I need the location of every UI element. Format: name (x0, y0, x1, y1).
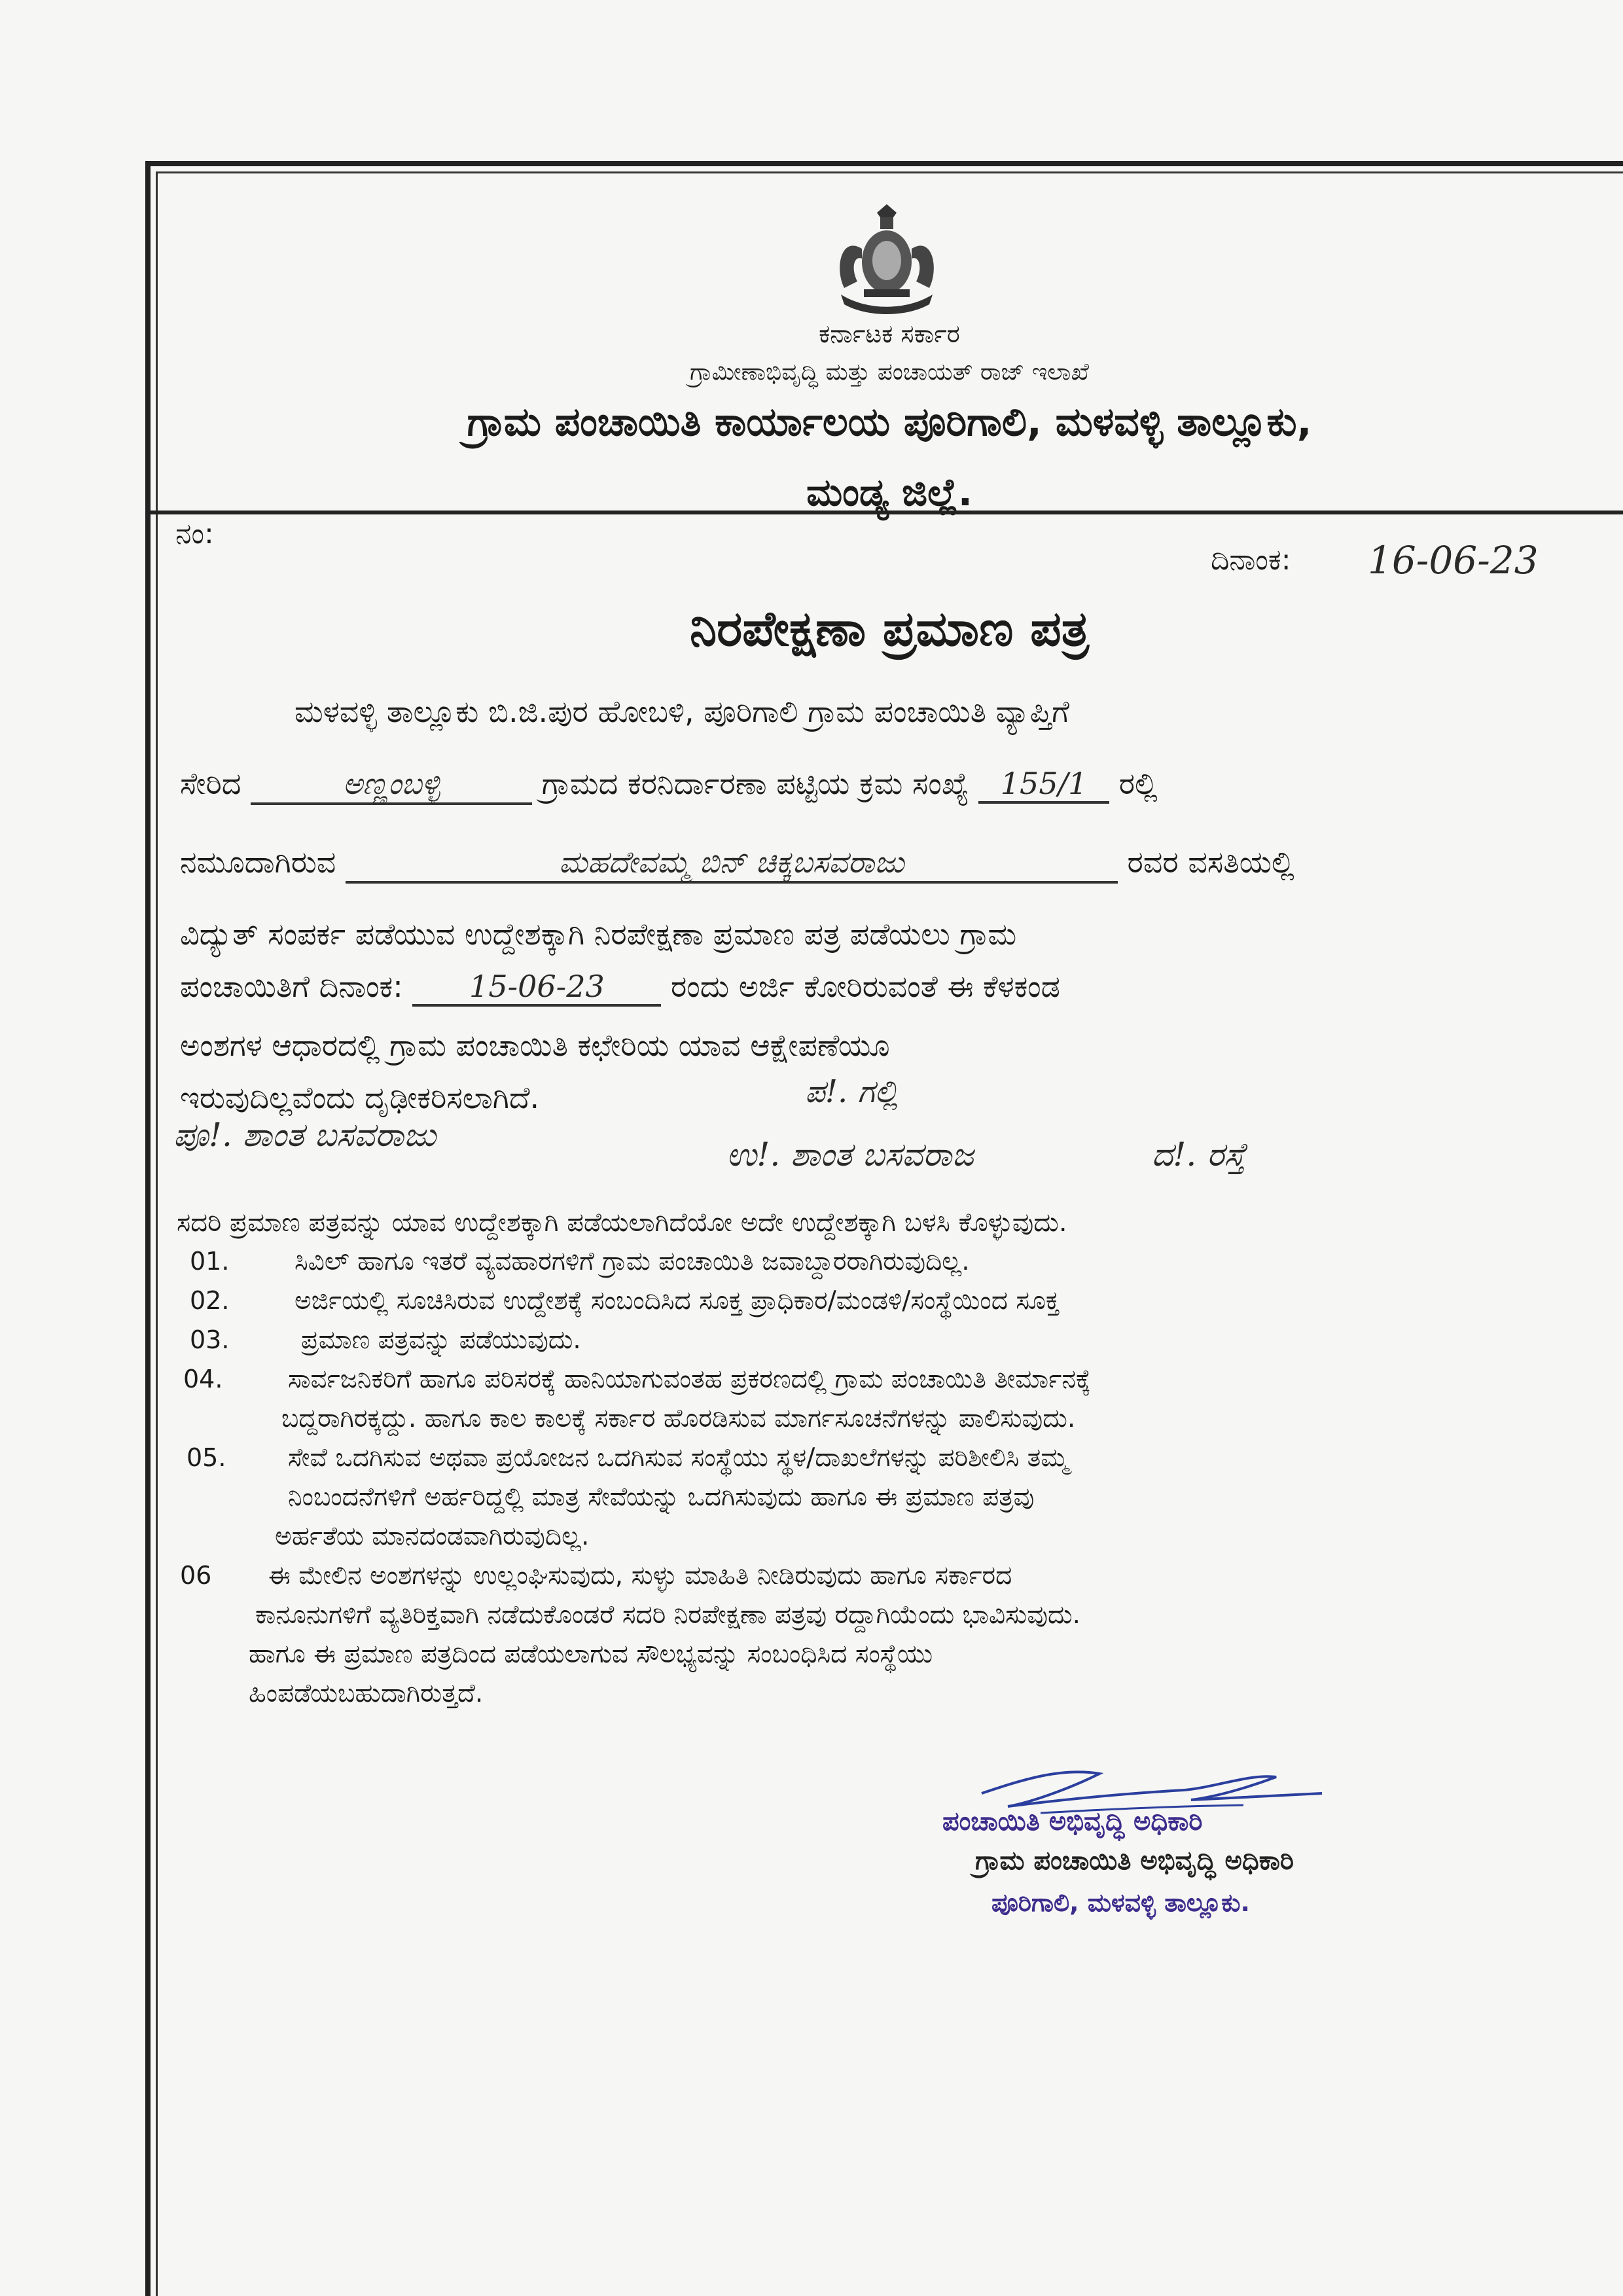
body-line-4: ವಿದ್ಯುತ್ ಸಂಪರ್ಕ ಪಡೆಯುವ ಉದ್ದೇಶಕ್ಕಾಗಿ ನಿರಪೇಕ್ಷಣಾ ಪ್ರಮಾಣ ಪತ್ರ ಪಡೆಯಲು ಗ್ರಾಮ (180, 916, 1017, 952)
body-line-2-suffix: ರಲ್ಲಿ (1118, 766, 1158, 801)
condition-text: ಈ ಮೇಲಿನ ಅಂಶಗಳನ್ನು ಉಲ್ಲಂಘಿಸುವುದು, ಸುಳ್ಳು ಮಾಹಿತಿ ನೀಡಿರುವುದು ಹಾಗೂ ಸರ್ಕಾರದ (268, 1561, 1012, 1590)
boundary-south: ದ!. ರಸ್ತೆ (1152, 1136, 1246, 1174)
body-line-7: ಇರುವುದಿಲ್ಲವೆಂದು ದೃಢೀಕರಿಸಲಾಗಿದೆ. (180, 1080, 540, 1115)
government-name: ಕರ್ನಾಟಕ ಸರ್ಕಾರ (819, 319, 960, 348)
assessment-serial-number: 155/1 (978, 766, 1109, 804)
condition-text: ಅರ್ಹತೆಯ ಮಾನದಂಡವಾಗಿರುವುದಿಲ್ಲ. (275, 1522, 590, 1551)
body-line-3 (180, 844, 1294, 884)
body-line-2-prefix: ಸೇರಿದ (180, 766, 241, 801)
karnataka-emblem-icon (828, 203, 946, 321)
body-line-2 (180, 766, 1158, 805)
body-line-6: ಅಂಶಗಳ ಆಧಾರದಲ್ಲಿ ಗ್ರಾಮ ಪಂಚಾಯಿತಿ ಕಛೇರಿಯ ಯಾವ ಆಕ್ಷೇಪಣೆಯೂ (180, 1028, 890, 1063)
body-line-3-suffix: ರವರ ವಸತಿಯಲ್ಲಿ (1127, 844, 1294, 880)
condition-text: ಸಾರ್ವಜನಿಕರಿಗೆ ಹಾಗೂ ಪರಿಸರಕ್ಕೆ ಹಾನಿಯಾಗುವಂತಹ ಪ್ರಕರಣದಲ್ಲಿ ಗ್ರಾಮ ಪಂಚಾಯಿತಿ ತೀರ್ಮಾನಕ್ಕೆ (288, 1365, 1091, 1394)
office-name-line1: ಗ್ರಾಮ ಪಂಚಾಯಿತಿ ಕಾರ್ಯಾಲಯ ಪೂರಿಗಾಲಿ, ಮಳವಳ್ಳಿ ತಾಲ್ಲೂಕು, (467, 399, 1312, 445)
condition-text: ಪ್ರಮಾಣ ಪತ್ರವನ್ನು ಪಡೆಯುವುದು. (301, 1325, 581, 1355)
boundary-north: ಪ!. ಗಲ್ಲಿ (805, 1073, 899, 1110)
department-name: ಗ್ರಾಮೀಣಾಭಿವೃದ್ಧಿ ಮತ್ತು ಪಂಚಾಯತ್ ರಾಜ್ ಇಲಾಖೆ (690, 359, 1089, 386)
condition-text: ಹಿಂಪಡೆಯಬಹುದಾಗಿರುತ್ತದೆ. (249, 1679, 484, 1708)
boundary-west: ಉ!. ಶಾಂತ ಬಸವರಾಜ (726, 1136, 974, 1174)
condition-text: ಸಿವಿಲ್ ಹಾಗೂ ಇತರೆ ವ್ಯವಹಾರಗಳಿಗೆ ಗ್ರಾಮ ಪಂಚಾಯಿತಿ ಜವಾಬ್ದಾರರಾಗಿರುವುದಿಲ್ಲ. (294, 1247, 970, 1276)
body-line-2-mid: ಗ್ರಾಮದ ಕರನಿರ್ದಾರಣಾ ಪಟ್ಟಿಯ ಕ್ರಮ ಸಂಖ್ಯೆ (541, 766, 969, 801)
condition-number: 01. (190, 1247, 230, 1276)
body-line-5 (180, 969, 1060, 1007)
condition-number: 04. (183, 1365, 223, 1393)
condition-number: 03. (190, 1325, 230, 1354)
applicant-name: ಮಹದೇವಮ್ಮ ಬಿನ್ ಚಿಕ್ಕಬಸವರಾಜು (346, 844, 1118, 884)
reference-number-label: ನಂ: (175, 517, 214, 550)
boundary-east: ಪೂ!. ಶಾಂತ ಬಸವರಾಜು (173, 1116, 437, 1154)
condition-number: 05. (187, 1443, 226, 1472)
body-line-3-prefix: ನಮೂದಾಗಿರುವ (180, 844, 336, 880)
body-line-5-prefix: ಪಂಚಾಯಿತಿಗೆ ದಿನಾಂಕ: (180, 969, 403, 1004)
date-label: ದಿನಾಂಕ: (1211, 543, 1291, 577)
village-name: ಅಣ್ಣಂಬಳ್ಳಿ (251, 766, 532, 805)
stamp-office: ಗ್ರಾಮ ಪಂಚಾಯಿತಿ ಅಭಿವೃದ್ಧಿ ಅಧಿಕಾರಿ (975, 1846, 1294, 1876)
condition-number: 06 (180, 1561, 212, 1590)
condition-text: ಹಾಗೂ ಈ ಪ್ರಮಾಣ ಪತ್ರದಿಂದ ಪಡೆಯಲಾಗುವ ಸೌಲಭ್ಯವನ್ನು ಸಂಬಂಧಿಸಿದ ಸಂಸ್ಥೆಯು (249, 1640, 933, 1669)
usage-note: ಸದರಿ ಪ್ರಮಾಣ ಪತ್ರವನ್ನು ಯಾವ ಉದ್ದೇಶಕ್ಕಾಗಿ ಪಡೆಯಲಾಗಿದೆಯೋ ಅದೇ ಉದ್ದೇಶಕ್ಕಾಗಿ ಬಳಸಿ ಕೊಳ್ಳುವುದು. (177, 1208, 1067, 1238)
condition-text: ಅರ್ಜಿಯಲ್ಲಿ ಸೂಚಿಸಿರುವ ಉದ್ದೇಶಕ್ಕೆ ಸಂಬಂದಿಸಿದ ಸೂಕ್ತ ಪ್ರಾಧಿಕಾರ/ಮಂಡಳಿ/ಸಂಸ್ಥೆಯಿಂದ ಸೂಕ್ತ (294, 1286, 1060, 1316)
certificate-title: ನಿರಪೇಕ್ಷಣಾ ಪ್ರಮಾಣ ಪತ್ರ (689, 601, 1090, 657)
stamp-location: ಪೂರಿಗಾಲಿ, ಮಳವಳ್ಳಿ ತಾಲ್ಲೂಕು. (991, 1888, 1250, 1917)
condition-text: ಕಾನೂನುಗಳಿಗೆ ವ್ಯತಿರಿಕ್ತವಾಗಿ ನಡೆದುಕೊಂಡರೆ ಸದರಿ ನಿರಪೇಕ್ಷಣಾ ಪತ್ರವು ರದ್ದಾಗಿಯೆಂದು ಭಾವಿಸುವುದು. (255, 1600, 1080, 1630)
application-date: 15-06-23 (412, 969, 661, 1007)
condition-text: ಸೇವೆ ಒದಗಿಸುವ ಅಥವಾ ಪ್ರಯೋಜನ ಒದಗಿಸುವ ಸಂಸ್ಥೆಯು ಸ್ಥಳ/ದಾಖಲೆಗಳನ್ನು ಪರಿಶೀಲಿಸಿ ತಮ್ಮ (288, 1443, 1069, 1473)
office-name-line2: ಮಂಡ್ಯ ಜಿಲ್ಲೆ. (806, 470, 972, 514)
condition-text: ನಿಂಬಂದನೆಗಳಿಗೆ ಅರ್ಹರಿದ್ದಲ್ಲಿ ಮಾತ್ರ ಸೇವೆಯನ್ನು ಒದಗಿಸುವುದು ಹಾಗೂ ಈ ಪ್ರಮಾಣ ಪತ್ರವು (288, 1482, 1035, 1512)
condition-number: 02. (190, 1286, 230, 1315)
header-divider (147, 511, 1623, 514)
stamp-designation: ಪಂಚಾಯಿತಿ ಅಭಿವೃದ್ಧಿ ಅಧಿಕಾರಿ (942, 1806, 1203, 1837)
body-line-1: ಮಳವಳ್ಳಿ ತಾಲ್ಲೂಕು ಬಿ.ಜಿ.ಪುರ ಹೋಬಳಿ, ಪೂರಿಗಾಲಿ ಗ್ರಾಮ ಪಂಚಾಯಿತಿ ವ್ಯಾಪ್ತಿಗೆ (294, 694, 1069, 729)
body-line-5-suffix: ರಂದು ಅರ್ಜಿ ಕೋರಿರುವಂತೆ ಈ ಕೆಳಕಂಡ (671, 969, 1060, 1004)
date-value: 16-06-23 (1368, 538, 1539, 583)
condition-text: ಬದ್ದರಾಗಿರಕ್ಕದ್ದು. ಹಾಗೂ ಕಾಲ ಕಾಲಕ್ಕೆ ಸರ್ಕಾರ ಹೊರಡಿಸುವ ಮಾರ್ಗಸೂಚನೆಗಳನ್ನು ಪಾಲಿಸುವುದು. (281, 1404, 1076, 1433)
